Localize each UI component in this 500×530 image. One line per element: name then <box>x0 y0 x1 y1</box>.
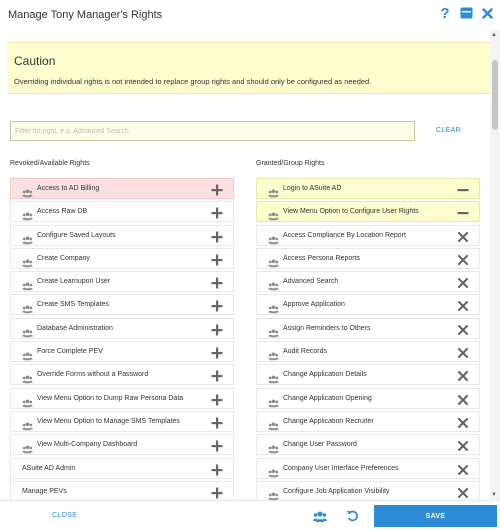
group-icon <box>268 185 279 194</box>
title-actions <box>438 6 494 20</box>
group-icon <box>268 348 279 357</box>
group-icon <box>22 325 33 334</box>
revoked-right-label: Create Learnupon User <box>37 278 111 286</box>
granted-right-label: Assign Reminders to Others <box>283 324 371 332</box>
granted-right-label: View Menu Option to Configure User Rights <box>283 208 419 216</box>
group-icon <box>22 441 33 450</box>
filter-input[interactable] <box>10 121 415 141</box>
revoked-right-label: Database Administration <box>37 324 113 332</box>
remove-icon[interactable] <box>457 323 469 335</box>
scroll-down-icon[interactable]: ▼ <box>491 492 497 498</box>
remove-icon[interactable] <box>457 463 469 475</box>
revoked-right-row[interactable] <box>10 318 234 339</box>
remove-icon[interactable] <box>457 416 469 428</box>
granted-right-label: Change Application Details <box>283 371 367 379</box>
granted-right-row[interactable] <box>256 248 480 269</box>
group-icon <box>22 278 33 287</box>
add-icon[interactable] <box>211 253 223 265</box>
add-icon[interactable] <box>211 276 223 288</box>
dialog-title: Manage Tony Manager's Rights <box>8 9 163 21</box>
revoked-right-label: Access Raw DB <box>37 208 88 216</box>
granted-right-label: Access Persona Reports <box>283 254 361 262</box>
granted-right-row[interactable] <box>256 481 480 500</box>
granted-list <box>256 178 480 500</box>
revoked-right-row[interactable] <box>10 434 234 455</box>
revoked-right-label: Create Company <box>37 254 90 262</box>
granted-right-label: Audit Records <box>283 348 327 356</box>
granted-right-label: Access Compliance By Location Report <box>283 231 406 239</box>
group-icon <box>268 418 279 427</box>
granted-right-label: Change Application Opening <box>283 394 372 402</box>
add-icon[interactable] <box>211 299 223 311</box>
granted-right-label: Company User Interface Preferences <box>283 464 399 472</box>
minus-icon[interactable] <box>457 183 469 195</box>
dialog-footer <box>0 500 500 530</box>
revoked-right-label: Create SMS Templates <box>37 301 109 309</box>
group-icon <box>268 278 279 287</box>
group-icon <box>22 301 33 310</box>
granted-right-label: Advanced Search <box>283 278 339 286</box>
group-icon[interactable] <box>313 510 327 522</box>
add-icon[interactable] <box>211 230 223 242</box>
granted-right-row[interactable] <box>256 364 480 385</box>
revoked-right-row[interactable] <box>10 411 234 432</box>
granted-right-row[interactable] <box>256 201 480 222</box>
revoked-right-row[interactable] <box>10 225 234 246</box>
granted-right-label: Login to ASuite AD <box>283 185 342 192</box>
granted-right-label: Change Application Recruiter <box>283 417 374 425</box>
remove-icon[interactable] <box>457 346 469 358</box>
revoked-right-row[interactable] <box>10 294 234 315</box>
remove-icon[interactable] <box>457 439 469 451</box>
revoked-right-row[interactable] <box>10 201 234 222</box>
granted-header: Granted/Group Rights <box>256 160 325 167</box>
group-icon <box>268 232 279 241</box>
group-icon <box>268 465 279 474</box>
revoked-right-label: Manage PEVs <box>22 487 67 495</box>
revoked-right-row[interactable] <box>10 364 234 385</box>
add-icon[interactable] <box>211 463 223 475</box>
caution-text: Overriding individual rights is not intended to replace group rights and should only be configured as needed. <box>14 77 372 86</box>
revoked-right-label: Force Complete PEV <box>37 348 103 356</box>
revoked-right-label: ASuite AD Admin <box>22 464 76 472</box>
close-icon[interactable] <box>480 6 494 20</box>
group-icon <box>22 208 33 217</box>
scrollbar-thumb[interactable] <box>492 60 498 130</box>
granted-right-row[interactable] <box>256 458 480 479</box>
group-icon <box>268 441 279 450</box>
group-icon <box>268 395 279 404</box>
granted-right-label: Configure Job Application Visibility <box>283 487 390 495</box>
granted-right-row[interactable] <box>256 318 480 339</box>
revoked-right-row[interactable] <box>10 271 234 292</box>
clear-button[interactable]: CLEAR <box>436 127 461 134</box>
granted-right-row[interactable] <box>256 388 480 409</box>
revoked-right-row[interactable] <box>10 178 234 199</box>
granted-right-row[interactable] <box>256 411 480 432</box>
remove-icon[interactable] <box>457 486 469 498</box>
granted-right-row[interactable] <box>256 294 480 315</box>
help-icon[interactable] <box>438 6 452 20</box>
add-icon[interactable] <box>211 393 223 405</box>
group-icon <box>268 488 279 497</box>
revoked-right-row[interactable] <box>10 481 234 500</box>
remove-icon[interactable] <box>457 369 469 381</box>
remove-icon[interactable] <box>457 393 469 405</box>
revoked-list <box>10 178 234 500</box>
add-icon[interactable] <box>211 369 223 381</box>
group-icon <box>22 418 33 427</box>
add-icon[interactable] <box>211 346 223 358</box>
add-icon[interactable] <box>211 206 223 218</box>
minimize-icon[interactable] <box>459 6 473 20</box>
granted-right-row[interactable] <box>256 225 480 246</box>
caution-title: Caution <box>14 54 56 68</box>
revoked-right-label: View Multi-Company Dashboard <box>37 441 138 449</box>
remove-icon[interactable] <box>457 276 469 288</box>
revoked-right-row[interactable] <box>10 388 234 409</box>
caution-panel <box>7 42 490 94</box>
group-icon <box>22 348 33 357</box>
granted-right-row[interactable] <box>256 178 480 199</box>
revoked-right-label: Configure Saved Layouts <box>37 231 116 239</box>
revoked-header: Revoked/Available Rights <box>10 160 90 167</box>
svg-text:?: ? <box>440 6 450 20</box>
group-icon <box>22 255 33 264</box>
group-icon <box>268 255 279 264</box>
dialog-titlebar <box>0 0 500 30</box>
remove-icon[interactable] <box>457 299 469 311</box>
revoked-right-label: Override Forms without a Password <box>37 371 149 379</box>
revoked-right-row[interactable] <box>10 341 234 362</box>
add-icon[interactable] <box>211 486 223 498</box>
granted-right-row[interactable] <box>256 434 480 455</box>
add-icon[interactable] <box>211 416 223 428</box>
add-icon[interactable] <box>211 439 223 451</box>
group-icon <box>268 208 279 217</box>
group-icon <box>268 301 279 310</box>
scroll-up-icon[interactable]: ▲ <box>491 32 497 38</box>
remove-icon[interactable] <box>457 253 469 265</box>
undo-icon[interactable] <box>346 509 359 522</box>
save-button[interactable]: SAVE <box>374 505 497 527</box>
granted-right-row[interactable] <box>256 271 480 292</box>
group-icon <box>22 395 33 404</box>
remove-icon[interactable] <box>457 230 469 242</box>
revoked-right-row[interactable] <box>10 248 234 269</box>
revoked-right-label: Access to AD Billing <box>37 185 100 192</box>
group-icon <box>22 232 33 241</box>
add-icon[interactable] <box>211 323 223 335</box>
minus-icon[interactable] <box>457 206 469 218</box>
group-icon <box>22 185 33 194</box>
vertical-scrollbar[interactable] <box>490 30 500 500</box>
granted-right-row[interactable] <box>256 341 480 362</box>
dialog-content[interactable] <box>0 30 490 500</box>
revoked-right-label: View Menu Option to Manage SMS Templates <box>37 417 180 425</box>
revoked-right-row[interactable] <box>10 458 234 479</box>
group-icon <box>268 371 279 380</box>
group-icon <box>22 371 33 380</box>
granted-right-label: Change User Password <box>283 441 357 449</box>
group-icon <box>268 325 279 334</box>
revoked-right-label: View Menu Option to Dump Raw Persona Data <box>37 394 184 402</box>
add-icon[interactable] <box>211 183 223 195</box>
close-button[interactable]: CLOSE <box>52 512 78 519</box>
granted-right-label: Approve Application <box>283 301 345 309</box>
